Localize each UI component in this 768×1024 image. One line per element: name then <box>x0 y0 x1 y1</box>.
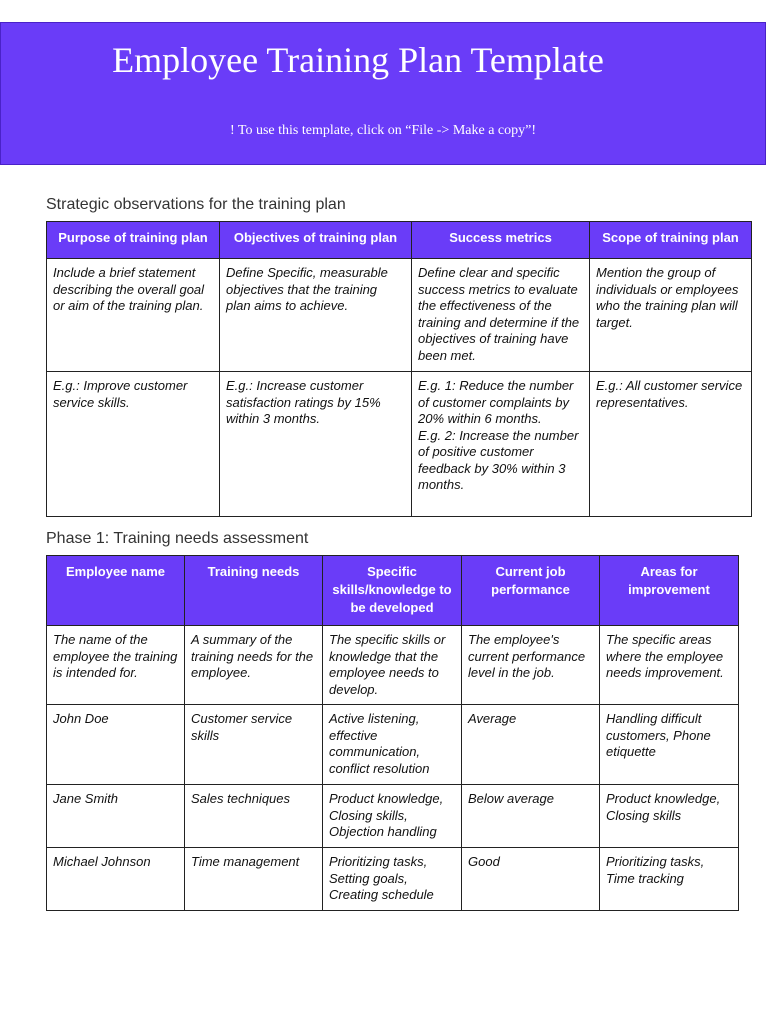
table-cell: Active listening, effective communication, conflict resolution <box>323 705 462 785</box>
table-row <box>47 705 739 785</box>
table-cell: Product knowledge, Closing skills <box>600 785 739 848</box>
table-cell: Michael Johnson <box>47 848 185 911</box>
header-scope: Scope of training plan <box>590 222 752 259</box>
table-row <box>47 372 752 517</box>
table-cell: Time management <box>185 848 323 911</box>
table-cell: Sales techniques <box>185 785 323 848</box>
training-needs-table <box>46 555 739 911</box>
table-cell: A summary of the training needs for the employee. <box>185 626 323 705</box>
table-cell: Good <box>462 848 600 911</box>
document-title: Employee Training Plan Template <box>112 40 604 80</box>
table-cell: Below average <box>462 785 600 848</box>
header-training-needs: Training needs <box>185 556 323 626</box>
table-cell: E.g. 1: Reduce the number of customer complaints by 20% within 6 months. E.g. 2: Increase the number of positive customer feedback by 30% within 3 months. <box>412 372 590 517</box>
header-areas-improvement: Areas for improvement <box>600 556 739 626</box>
table-cell: The specific skills or knowledge that the employee needs to develop. <box>323 626 462 705</box>
table-cell: Average <box>462 705 600 785</box>
table-cell: E.g.: All customer service representatives. <box>590 372 752 517</box>
copy-instruction-note: ! To use this template, click on “File -> Make a copy”! <box>229 123 536 138</box>
table-cell: E.g.: Increase customer satisfaction ratings by 15% within 3 months. <box>220 372 412 517</box>
table-cell: E.g.: Improve customer service skills. <box>47 372 220 517</box>
strategic-observations-table <box>46 221 752 517</box>
table-cell: Define clear and specific success metrics to evaluate the effectiveness of the training and determine if the objectives of training have been met. <box>412 259 590 372</box>
table-cell: Define Specific, measurable objectives that the training plan aims to achieve. <box>220 259 412 372</box>
table-cell: Prioritizing tasks, Time tracking <box>600 848 739 911</box>
table-row <box>47 626 739 705</box>
table-cell: Product knowledge, Closing skills, Objection handling <box>323 785 462 848</box>
header-specific-skills: Specific skills/knowledge to be developed <box>323 556 462 626</box>
table-cell: The employee's current performance level in the job. <box>462 626 600 705</box>
header-objectives: Objectives of training plan <box>220 222 412 259</box>
header-employee-name: Employee name <box>47 556 185 626</box>
table-cell: The name of the employee the training is intended for. <box>47 626 185 705</box>
section-title-phase1: Phase 1: Training needs assessment <box>46 530 309 547</box>
table-header-row <box>47 556 739 626</box>
table-cell: Jane Smith <box>47 785 185 848</box>
table-row <box>47 785 739 848</box>
table-cell: Handling difficult customers, Phone etiquette <box>600 705 739 785</box>
table-row <box>47 259 752 372</box>
header-success-metrics: Success metrics <box>412 222 590 259</box>
table-cell: The specific areas where the employee needs improvement. <box>600 626 739 705</box>
table-cell: Include a brief statement describing the overall goal or aim of the training plan. <box>47 259 220 372</box>
header-current-performance: Current job performance <box>462 556 600 626</box>
title-banner <box>0 22 766 165</box>
table-row <box>47 848 739 911</box>
table-header-row <box>47 222 752 259</box>
section-title-strategic: Strategic observations for the training plan <box>46 196 346 213</box>
table-cell: John Doe <box>47 705 185 785</box>
header-purpose: Purpose of training plan <box>47 222 220 259</box>
table-cell: Customer service skills <box>185 705 323 785</box>
table-cell: Mention the group of individuals or employees who the training plan will target. <box>590 259 752 372</box>
table-cell: Prioritizing tasks, Setting goals, Creating schedule <box>323 848 462 911</box>
